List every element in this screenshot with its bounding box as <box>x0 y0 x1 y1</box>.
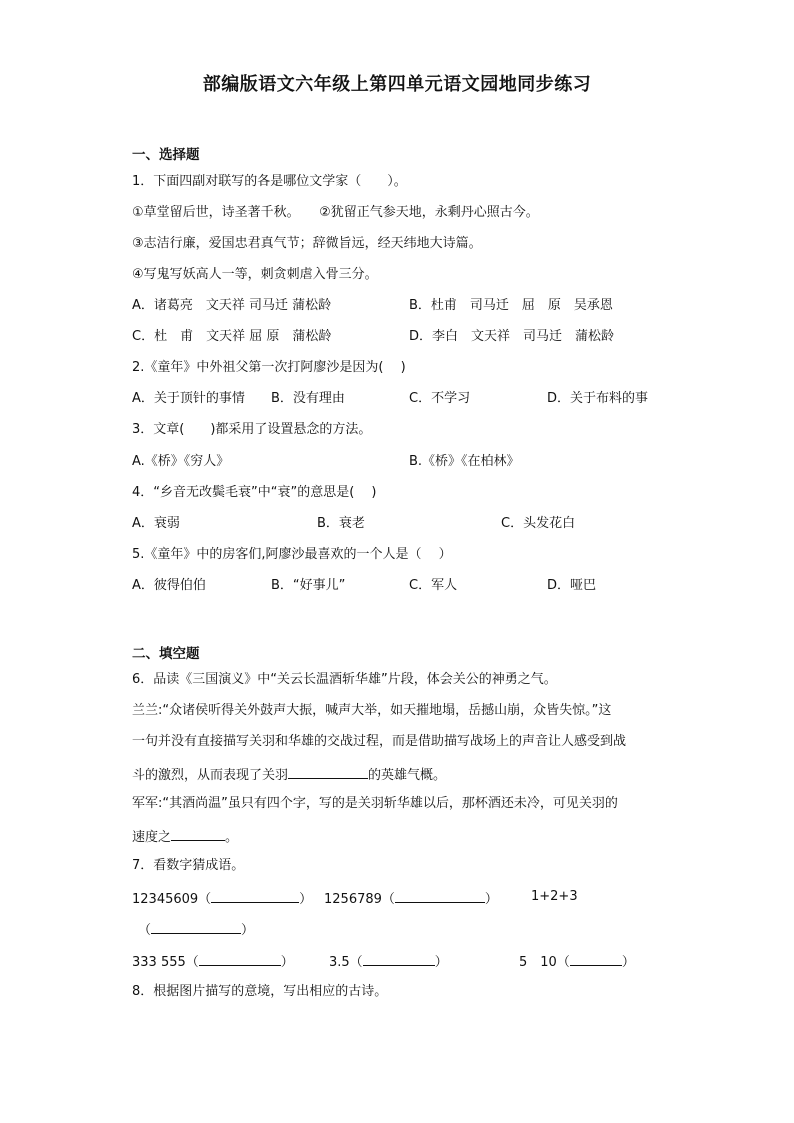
q5-option-d[interactable]: D．哑巴 <box>547 578 597 593</box>
q7-item-5: 3.5（ ） <box>329 951 448 972</box>
q5-option-c[interactable]: C．军人 <box>409 578 458 593</box>
q7-blank-3[interactable] <box>151 919 241 934</box>
q5-option-b[interactable]: B．“好事儿” <box>271 578 346 593</box>
q4-option-b[interactable]: B．衰老 <box>317 516 365 531</box>
q1-couplet-3: ③志洁行廉，爱国忠君真气节；辞微旨远，经天纬地大诗篇。 <box>132 236 482 251</box>
q7-blank-2[interactable] <box>395 888 485 903</box>
q6-line-5-start: 速度之 <box>132 830 172 845</box>
q2-option-b[interactable]: B．没有理由 <box>271 391 345 406</box>
section-fill-heading: 二、填空题 <box>132 646 200 662</box>
q6-line-1: 兰兰:“众诸侯听得关外鼓声大振，喊声大举，如天摧地塌，岳撼山崩，众皆失惊。”这 <box>132 703 612 718</box>
q4-stem: 4．“乡音无改鬓毛衰”中“衰”的意思是( ) <box>132 485 377 500</box>
q6-line-3-end: 的英雄气概。 <box>368 768 447 783</box>
section-choice-heading: 一、选择题 <box>132 147 200 163</box>
q5-option-a[interactable]: A．彼得伯伯 <box>132 578 206 593</box>
q6-line-4: 军军:“其酒尚温”虽只有四个字，写的是关羽斩华雄以后，那杯酒还未冷，可见关羽的 <box>132 796 618 811</box>
q3-option-b[interactable]: B.《桥》《在柏林》 <box>409 454 520 469</box>
q1-couplet-1-2: ①草堂留后世，诗圣著千秋。 ②犹留正气参天地，永剩丹心照古今。 <box>132 205 539 220</box>
q6-line-2: 一句并没有直接描写关羽和华雄的交战过程，而是借助描写战场上的声音让人感受到战 <box>132 734 627 749</box>
q6-blank-2[interactable] <box>171 826 225 841</box>
page-title: 部编版语文六年级上第四单元语文园地同步练习 <box>202 74 592 95</box>
q7-item-3-answer: （ ） <box>138 919 254 940</box>
q3-stem: 3．文章( )都采用了设置悬念的方法。 <box>132 422 372 437</box>
q6-line-3-start: 斗的激烈，从而表现了关羽 <box>132 768 289 783</box>
q1-stem: 1．下面四副对联写的各是哪位文学家（ ）。 <box>132 174 407 189</box>
q1-option-a[interactable]: A．诸葛亮 文天祥 司马迁 蒲松龄 <box>132 298 332 313</box>
q4-option-a[interactable]: A．衰弱 <box>132 516 180 531</box>
q7-blank-6[interactable] <box>570 951 622 966</box>
q3-option-a[interactable]: A.《桥》《穷人》 <box>132 454 230 469</box>
q2-stem: 2.《童年》中外祖父第一次打阿廖沙是因为( ) <box>132 360 406 375</box>
q8-stem: 8．根据图片描写的意境，写出相应的古诗。 <box>132 984 388 999</box>
q1-option-b[interactable]: B．杜甫 司马迁 屈 原 吴承恩 <box>409 298 613 313</box>
q6-line-5 <box>132 826 238 847</box>
q7-item-4: 333 555（ ） <box>132 951 294 972</box>
q6-stem: 6．品读《三国演义》中“关云长温酒斩华雄”片段，体会关公的神勇之气。 <box>132 672 557 687</box>
q6-blank-1[interactable] <box>288 764 368 779</box>
q1-couplet-4: ④写鬼写妖高人一等，刺贪刺虐入骨三分。 <box>132 267 378 282</box>
q4-option-c[interactable]: C．头发花白 <box>501 516 576 531</box>
q7-item-1: 12345609（ ） <box>132 888 312 909</box>
q7-blank-4[interactable] <box>199 951 281 966</box>
q7-blank-5[interactable] <box>363 951 435 966</box>
q1-option-c[interactable]: C．杜 甫 文天祥 屈 原 蒲松龄 <box>132 329 332 344</box>
q7-blank-1[interactable] <box>211 888 299 903</box>
q6-line-3 <box>132 764 446 785</box>
q6-line-5-end: 。 <box>225 830 239 845</box>
q7-item-6: 5 10（ ） <box>519 951 635 972</box>
q5-stem: 5.《童年》中的房客们,阿廖沙最喜欢的一个人是（ ） <box>132 547 452 562</box>
q7-item-2: 1256789（ ） <box>324 888 498 909</box>
q2-option-c[interactable]: C．不学习 <box>409 391 471 406</box>
q7-stem: 7．看数字猜成语。 <box>132 858 245 873</box>
q2-option-a[interactable]: A．关于顶针的事情 <box>132 391 245 406</box>
q2-option-d[interactable]: D．关于布料的事 <box>547 391 649 406</box>
q1-option-d[interactable]: D．李白 文天祥 司马迁 蒲松龄 <box>409 329 615 344</box>
q7-item-3: 1+2+3 <box>531 889 578 904</box>
